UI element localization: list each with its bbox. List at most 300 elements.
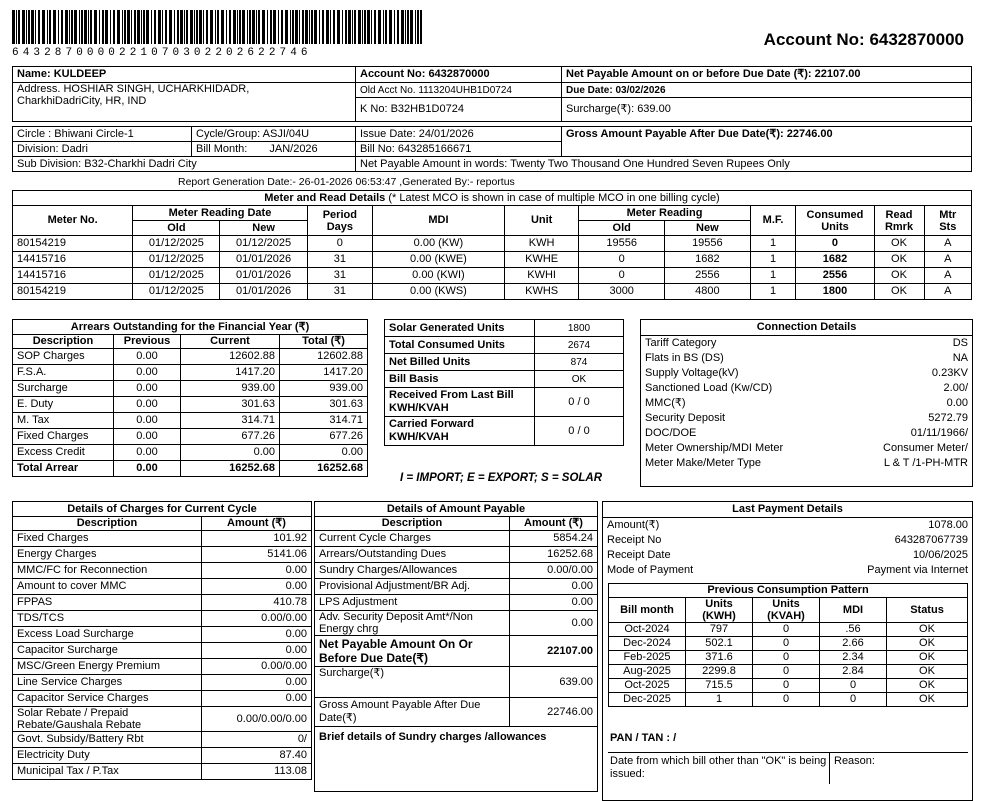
arrear-row: [13, 413, 368, 429]
table-cell: Adv. Security Deposit Amt*/Non Energy chrg: [315, 611, 510, 636]
barcode-bar: [88, 10, 89, 44]
barcode-bar: [415, 10, 416, 44]
meter-row: [13, 252, 972, 268]
gross-value: 22746.00: [510, 698, 598, 727]
barcode-bar: [38, 10, 40, 44]
table-cell: 01/01/2026: [220, 284, 307, 300]
carried-value: 0 / 0: [535, 417, 624, 446]
table-cell: Current Cycle Charges: [315, 531, 510, 547]
arrear-row: [13, 445, 368, 461]
charge-row: [13, 764, 312, 780]
table-cell: 1: [750, 236, 796, 252]
cycle-group: Cycle/Group: ASJI/04U: [192, 127, 356, 142]
table-cell: 2.66: [820, 637, 887, 651]
table-cell: Solar Generated Units: [385, 320, 535, 337]
barcode-bar: [371, 10, 372, 44]
barcode-bar: [169, 10, 172, 44]
table-cell: SOP Charges: [13, 349, 114, 365]
arrear-row: [13, 397, 368, 413]
table-cell: 0.00/0.00/0.00: [202, 707, 312, 732]
arrear-row: [13, 365, 368, 381]
table-cell: 01/01/2026: [220, 268, 307, 284]
table-cell: 0.00: [114, 365, 181, 381]
connection-row: [641, 411, 972, 426]
pan-tan: PAN / TAN : /: [610, 732, 677, 744]
table-cell: 0.00: [946, 397, 968, 409]
table-cell: 2674: [535, 337, 624, 354]
table-cell: KWHI: [504, 268, 578, 284]
table-cell: 80154219: [13, 284, 133, 300]
table-cell: 1: [750, 268, 796, 284]
barcode-bar: [420, 10, 422, 44]
table-cell: 19556: [579, 236, 665, 252]
barcode-bar: [401, 10, 404, 44]
table-cell: OK: [887, 637, 968, 651]
table-cell: 0.00: [114, 349, 181, 365]
barcode-bar: [26, 10, 27, 44]
barcode-bar: [345, 10, 347, 44]
payable-row: [315, 547, 598, 563]
table-cell: Surcharge: [13, 381, 114, 397]
barcode-bar: [273, 10, 276, 44]
table-cell: 01/12/2025: [133, 236, 220, 252]
table-cell: 16252.68: [181, 461, 280, 477]
table-cell: 0: [820, 679, 887, 693]
table-cell: 0.00: [202, 643, 312, 659]
barcode-bar: [74, 10, 77, 44]
table-cell: 677.26: [280, 429, 368, 445]
barcode-bar: [105, 10, 108, 44]
table-cell: Energy Charges: [13, 547, 202, 563]
barcode-bar: [309, 10, 310, 44]
table-cell: 2556: [665, 268, 751, 284]
barcode-bar: [342, 10, 343, 44]
table-cell: Govt. Subsidy/Battery Rbt: [13, 732, 202, 748]
barcode-bar: [217, 10, 219, 44]
table-cell: 0: [579, 252, 665, 268]
charge-row: [13, 707, 312, 732]
charge-row: [13, 732, 312, 748]
table-cell: Capacitor Service Charges: [13, 691, 202, 707]
table-cell: 0.00: [114, 461, 181, 477]
connection-row: [641, 381, 972, 396]
table-cell: KWHE: [504, 252, 578, 268]
surcharge-label: Surcharge(₹): [315, 667, 510, 698]
table-cell: KWH: [504, 236, 578, 252]
solar-units-table: [384, 319, 624, 446]
table-cell: 2.34: [820, 651, 887, 665]
arrear-row: [13, 349, 368, 365]
table-cell: 410.78: [202, 595, 312, 611]
payment-row: [603, 563, 972, 578]
report-generation: Report Generation Date:- 26-01-2026 06:53:47 ,Generated By:- reportus: [178, 176, 515, 188]
barcode: [12, 10, 422, 44]
table-cell: 0: [753, 651, 820, 665]
charge-row: [13, 547, 312, 563]
meter-row: [13, 284, 972, 300]
barcode-bar: [141, 10, 142, 44]
charge-row: [13, 595, 312, 611]
consumption-row: [609, 665, 968, 679]
solar-row: [385, 371, 624, 388]
bill-month: JAN/2026: [269, 142, 318, 155]
payable-row: [315, 531, 598, 547]
table-cell: 0: [307, 236, 372, 252]
table-cell: L & T /1-PH-MTR: [883, 457, 968, 469]
table-cell: Mode of Payment: [607, 564, 694, 576]
barcode-bar: [71, 10, 73, 44]
barcode-bar: [285, 10, 288, 44]
table-cell: Total Consumed Units: [385, 337, 535, 354]
barcode-bar: [12, 10, 15, 44]
barcode-bar: [154, 10, 156, 44]
payable-row: [315, 563, 598, 579]
charge-row: [13, 611, 312, 627]
connection-row: [641, 441, 972, 456]
barcode-bar: [131, 10, 132, 44]
gross-amount: Gross Amount Payable After Due Date(₹): 22746.00: [562, 127, 972, 157]
barcode-bar: [367, 10, 370, 44]
sundry-details: Brief details of Sundry charges /allowances: [315, 727, 598, 792]
barcode-bar: [199, 10, 202, 44]
table-cell: 0/: [202, 732, 312, 748]
consumption-row: [609, 651, 968, 665]
table-cell: 31: [307, 268, 372, 284]
solar-row: [385, 320, 624, 337]
barcode-bar: [186, 10, 188, 44]
address-line-2: CharkhiDadriCity, HR, IND: [17, 95, 147, 107]
table-cell: 371.6: [686, 651, 753, 665]
table-cell: MMC/FC for Reconnection: [13, 563, 202, 579]
table-cell: Bill Basis: [385, 371, 535, 388]
barcode-bar: [180, 10, 183, 44]
barcode-bar: [177, 10, 179, 44]
table-cell: 301.63: [280, 397, 368, 413]
table-cell: Dec-2025: [609, 693, 686, 707]
barcode-bar: [31, 10, 34, 44]
table-cell: 1800: [796, 284, 874, 300]
barcode-bar: [127, 10, 130, 44]
barcode-bar: [295, 10, 298, 44]
table-cell: OK: [887, 651, 968, 665]
table-cell: Electricity Duty: [13, 748, 202, 764]
barcode-bar: [16, 10, 17, 44]
table-cell: Sundry Charges/Allowances: [315, 563, 510, 579]
table-cell: Payment via Internet: [867, 564, 968, 576]
table-cell: OK: [874, 284, 924, 300]
barcode-bar: [79, 10, 80, 44]
table-cell: MSC/Green Energy Premium: [13, 659, 202, 675]
table-cell: Oct-2024: [609, 623, 686, 637]
table-cell: OK: [874, 236, 924, 252]
connection-row: [641, 396, 972, 411]
table-cell: 1417.20: [181, 365, 280, 381]
meter-row: [13, 268, 972, 284]
meter-read-table: Meter and Read Details (* Latest MCO is shown in case of multiple MCO in one billing cycle) Meter No. Meter Reading Date Period Days MDI Unit Meter Reading M.F. Consumed Units Read Rmrk Mtr Sts Old New Old New 80154219 01/12/2025 01/12/2025 0 0.00 (KW) KWH 19556 19556 1 0 OK A 14415716 01/12/2025 01/01/2026 31 0.00 (KWE) KWHE 0 1682 1 1682 OK A 14415716 01/12/2025 01/01/2026 31 0.00 (KWI) KWHI 0 2556 1 2556 OK A 80154219 01/12/2025 01/01/2026 31 0.00 (KWS) KWHS 3000 4800 1 1800 OK A: [12, 190, 972, 300]
table-cell: 314.71: [181, 413, 280, 429]
barcode-bar: [330, 10, 331, 44]
barcode-bar: [158, 10, 161, 44]
barcode-bar: [256, 10, 257, 44]
barcode-bar: [407, 10, 409, 44]
table-cell: 10/06/2025: [912, 549, 968, 561]
header-table-2: Circle : Bhiwani Circle-1 Cycle/Group: ASJI/04U Issue Date: 24/01/2026 Gross Amount Payable After Due Date(₹): 22746.00 Division: Dadri Bill Month: JAN/2026 Bill No: 643285166671 Sub Division: B32-Charkhi Dadri City Net Payable Amount in words: Twenty Two Thousand One Hundred Seven Rupees Only: [12, 126, 972, 172]
connection-row: [641, 336, 972, 351]
table-cell: KWHS: [504, 284, 578, 300]
table-cell: Provisional Adjustment/BR Adj.: [315, 579, 510, 595]
barcode-bar: [174, 10, 175, 44]
table-cell: Consumer Meter/: [883, 442, 968, 454]
barcode-bar: [113, 10, 115, 44]
consumption-row: [609, 693, 968, 707]
barcode-bar: [124, 10, 126, 44]
barcode-bar: [122, 10, 123, 44]
sub-division: Sub Division: B32-Charkhi Dadri City: [13, 157, 356, 172]
barcode-bar: [151, 10, 152, 44]
barcode-bar: [267, 10, 268, 44]
table-cell: 113.08: [202, 764, 312, 780]
issue-date: Issue Date: 24/01/2026: [356, 127, 562, 142]
table-cell: 0.00: [114, 445, 181, 461]
table-cell: 643287067739: [894, 534, 968, 546]
barcode-bar: [270, 10, 272, 44]
table-cell: 0: [753, 623, 820, 637]
table-cell: 12602.88: [181, 349, 280, 365]
table-cell: DOC/DOE: [645, 427, 697, 439]
net-payable: Net Payable Amount on or before Due Date (₹): 22107.00: [562, 67, 972, 83]
barcode-bar: [281, 10, 283, 44]
table-cell: 01/12/2025: [133, 268, 220, 284]
barcode-bar: [184, 10, 185, 44]
date-from: Date from which bill other than "OK" is being issued:: [608, 752, 830, 784]
table-cell: 715.5: [686, 679, 753, 693]
table-cell: Excess Load Surcharge: [13, 627, 202, 643]
table-cell: Receipt Date: [607, 549, 671, 561]
barcode-bar: [35, 10, 36, 44]
table-cell: 31: [307, 252, 372, 268]
table-cell: Line Service Charges: [13, 675, 202, 691]
table-cell: 3000: [579, 284, 665, 300]
barcode-bar: [90, 10, 92, 44]
table-cell: 0: [753, 665, 820, 679]
gross-label: Gross Amount Payable After Due Date(₹): [315, 698, 510, 727]
barcode-bar: [203, 10, 204, 44]
legend-ies: I = IMPORT; E = EXPORT; S = SOLAR: [400, 472, 603, 484]
table-cell: 939.00: [280, 381, 368, 397]
table-cell: Flats in BS (DS): [645, 352, 724, 364]
table-cell: 0.00/0.00: [202, 659, 312, 675]
barcode-bar: [102, 10, 104, 44]
barcode-bar: [69, 10, 70, 44]
barcode-bar: [311, 10, 313, 44]
table-cell: 0.00 (KWE): [372, 252, 504, 268]
received-label: Received From Last Bill KWH/KVAH: [385, 388, 535, 417]
barcode-bar: [143, 10, 145, 44]
table-cell: A: [924, 284, 972, 300]
table-cell: 16252.68: [510, 547, 598, 563]
barcode-bar: [352, 10, 353, 44]
barcode-bar: [237, 10, 238, 44]
arrear-row: [13, 429, 368, 445]
barcode-bar: [389, 10, 392, 44]
table-cell: E. Duty: [13, 397, 114, 413]
amount-payable-table: Details of Amount Payable Description Amount (₹) Current Cycle Charges 5854.24 Arrears/Outstanding Dues 16252.68 Sundry Charges/Allowances 0.00/0.00 Provisional Adjustment/BR Adj. 0.00 LPS Adjustment 0.00 Adv. Security Deposit Amt*/Non Energy chrg 0.00 Net Payable Amount On Or Before Due Date(₹) 22107.00 Surcharge(₹) 639.00 Gross Amount Payable After Due Date(₹) 22746.00 Brief details of Sundry charges /allowances: [314, 501, 598, 792]
barcode-bar: [221, 10, 224, 44]
address-line-1: HOSHIAR SINGH, UCHARKHIDADR,: [63, 83, 250, 95]
received-value: 0 / 0: [535, 388, 624, 417]
table-cell: 0: [753, 637, 820, 651]
table-cell: 2556: [796, 268, 874, 284]
table-cell: Municipal Tax / P.Tax: [13, 764, 202, 780]
table-cell: 0: [753, 679, 820, 693]
barcode-bar: [385, 10, 387, 44]
table-cell: Net Billed Units: [385, 354, 535, 371]
solar-row: [385, 354, 624, 371]
barcode-bar: [229, 10, 231, 44]
net-payable-label: Net Payable Amount On Or Before Due Date(₹): [315, 636, 510, 667]
table-cell: Dec-2024: [609, 637, 686, 651]
connection-row: [641, 351, 972, 366]
payable-row: [315, 595, 598, 611]
table-cell: Aug-2025: [609, 665, 686, 679]
table-cell: 0.00 (KWS): [372, 284, 504, 300]
consumption-row: [609, 679, 968, 693]
surcharge: Surcharge(₹): 639.00: [562, 98, 972, 122]
barcode-bar: [290, 10, 291, 44]
table-cell: 01/12/2025: [133, 252, 220, 268]
table-cell: 502.1: [686, 637, 753, 651]
table-cell: 31: [307, 284, 372, 300]
table-cell: 0: [579, 268, 665, 284]
table-cell: Tariff Category: [645, 337, 717, 349]
barcode-bar: [61, 10, 63, 44]
table-cell: 0.00 (KW): [372, 236, 504, 252]
table-cell: 0.00: [114, 429, 181, 445]
meter-row: [13, 236, 972, 252]
table-cell: 14415716: [13, 268, 133, 284]
barcode-bar: [53, 10, 56, 44]
barcode-bar: [239, 10, 241, 44]
table-cell: 0.00: [114, 413, 181, 429]
table-cell: 0.00: [510, 611, 598, 636]
barcode-bar: [348, 10, 351, 44]
table-cell: 12602.88: [280, 349, 368, 365]
barcode-bar: [99, 10, 100, 44]
barcode-bar: [354, 10, 356, 44]
table-cell: 0: [753, 693, 820, 707]
barcode-bar: [65, 10, 68, 44]
payable-row: [315, 579, 598, 595]
barcode-bar: [226, 10, 227, 44]
payment-row: [603, 533, 972, 548]
table-cell: Fixed Charges: [13, 531, 202, 547]
consumption-row: [609, 637, 968, 651]
connection-row: [641, 366, 972, 381]
barcode-bar: [196, 10, 198, 44]
table-cell: OK: [887, 679, 968, 693]
table-cell: Oct-2025: [609, 679, 686, 693]
barcode-bar: [206, 10, 208, 44]
table-cell: LPS Adjustment: [315, 595, 510, 611]
table-cell: 16252.68: [280, 461, 368, 477]
charge-row: [13, 643, 312, 659]
table-cell: 1800: [535, 320, 624, 337]
table-cell: 0: [820, 693, 887, 707]
barcode-bar: [314, 10, 317, 44]
barcode-bar: [322, 10, 324, 44]
table-cell: 1078.00: [928, 519, 968, 531]
barcode-bar: [94, 10, 97, 44]
circle: Circle : Bhiwani Circle-1: [13, 127, 192, 142]
charges-table: Details of Charges for Current Cycle Description Amount (₹) Fixed Charges 101.92 Energy Charges 5141.06 MMC/FC for Reconnection 0.00 Amount to cover MMC 0.00 FPPAS 410.78 TDS/TCS 0.00/0.00 Excess Load Surcharge 0.00 Capacitor Surcharge 0.00 MSC/Green Energy Premium 0.00/0.00 Line Service Charges 0.00 Capacitor Service Charges 0.00 Solar Rebate / Prepaid Rebate/Gaushala Rebate 0.00/0.00/0.00 Govt. Subsidy/Battery Rbt 0/ Electricity Duty 87.40 Municipal Tax / P.Tax 113.08: [12, 501, 312, 780]
table-cell: A: [924, 236, 972, 252]
table-cell: 301.63: [181, 397, 280, 413]
barcode-bar: [394, 10, 395, 44]
table-cell: OK: [874, 252, 924, 268]
connection-title: Connection Details: [641, 320, 972, 336]
table-cell: 1682: [665, 252, 751, 268]
barcode-bar: [299, 10, 300, 44]
barcode-bar: [305, 10, 308, 44]
table-cell: A: [924, 268, 972, 284]
table-cell: 0.00: [114, 397, 181, 413]
table-cell: 0.00: [202, 563, 312, 579]
table-cell: Amount to cover MMC: [13, 579, 202, 595]
table-cell: 874: [535, 354, 624, 371]
table-cell: 0.00: [202, 691, 312, 707]
table-cell: Supply Voltage(kV): [645, 367, 739, 379]
header-table: Name: KULDEEP Account No: 6432870000 Net Payable Amount on or before Due Date (₹): 22107.00 Address. HOSHIAR SINGH, UCHARKHIDADR, CharkhiDadriCity, HR, IND Old Acct No. 1113204UHB1D0724 Due Date: 03/02/2026 K No: B32HB1D0724 Surcharge(₹): 639.00: [12, 66, 972, 122]
table-cell: 939.00: [181, 381, 280, 397]
table-cell: 2299.8: [686, 665, 753, 679]
charge-row: [13, 579, 312, 595]
connection-row: [641, 426, 972, 441]
table-cell: Solar Rebate / Prepaid Rebate/Gaushala Rebate: [13, 707, 202, 732]
arrear-row: [13, 381, 368, 397]
division: Division: Dadri: [13, 142, 192, 157]
barcode-bar: [378, 10, 381, 44]
table-cell: FPPAS: [13, 595, 202, 611]
barcode-bar: [319, 10, 320, 44]
barcode-bar: [194, 10, 195, 44]
table-cell: TDS/TCS: [13, 611, 202, 627]
table-cell: 01/12/2025: [133, 284, 220, 300]
due-date: Due Date: 03/02/2026: [562, 83, 972, 98]
last-payment-title: Last Payment Details: [603, 502, 972, 518]
table-cell: 0.00: [510, 579, 598, 595]
table-cell: 0: [796, 236, 874, 252]
payment-row: [603, 548, 972, 563]
barcode-bar: [210, 10, 213, 44]
charge-row: [13, 627, 312, 643]
table-cell: OK: [887, 623, 968, 637]
table-cell: NA: [952, 352, 968, 364]
connection-row: [641, 456, 972, 471]
charge-row: [13, 691, 312, 707]
barcode-bar: [81, 10, 83, 44]
net-payable-value: 22107.00: [510, 636, 598, 667]
payable-row: [315, 611, 598, 636]
table-cell: 0.00: [202, 627, 312, 643]
charge-row: [13, 748, 312, 764]
table-cell: 01/01/2026: [220, 252, 307, 268]
table-cell: DS: [952, 337, 968, 349]
table-cell: Total Arrear: [13, 461, 114, 477]
table-cell: 01/12/2025: [220, 236, 307, 252]
barcode-bar: [146, 10, 149, 44]
barcode-bar: [165, 10, 167, 44]
carried-label: Carried Forward KWH/KVAH: [385, 417, 535, 446]
